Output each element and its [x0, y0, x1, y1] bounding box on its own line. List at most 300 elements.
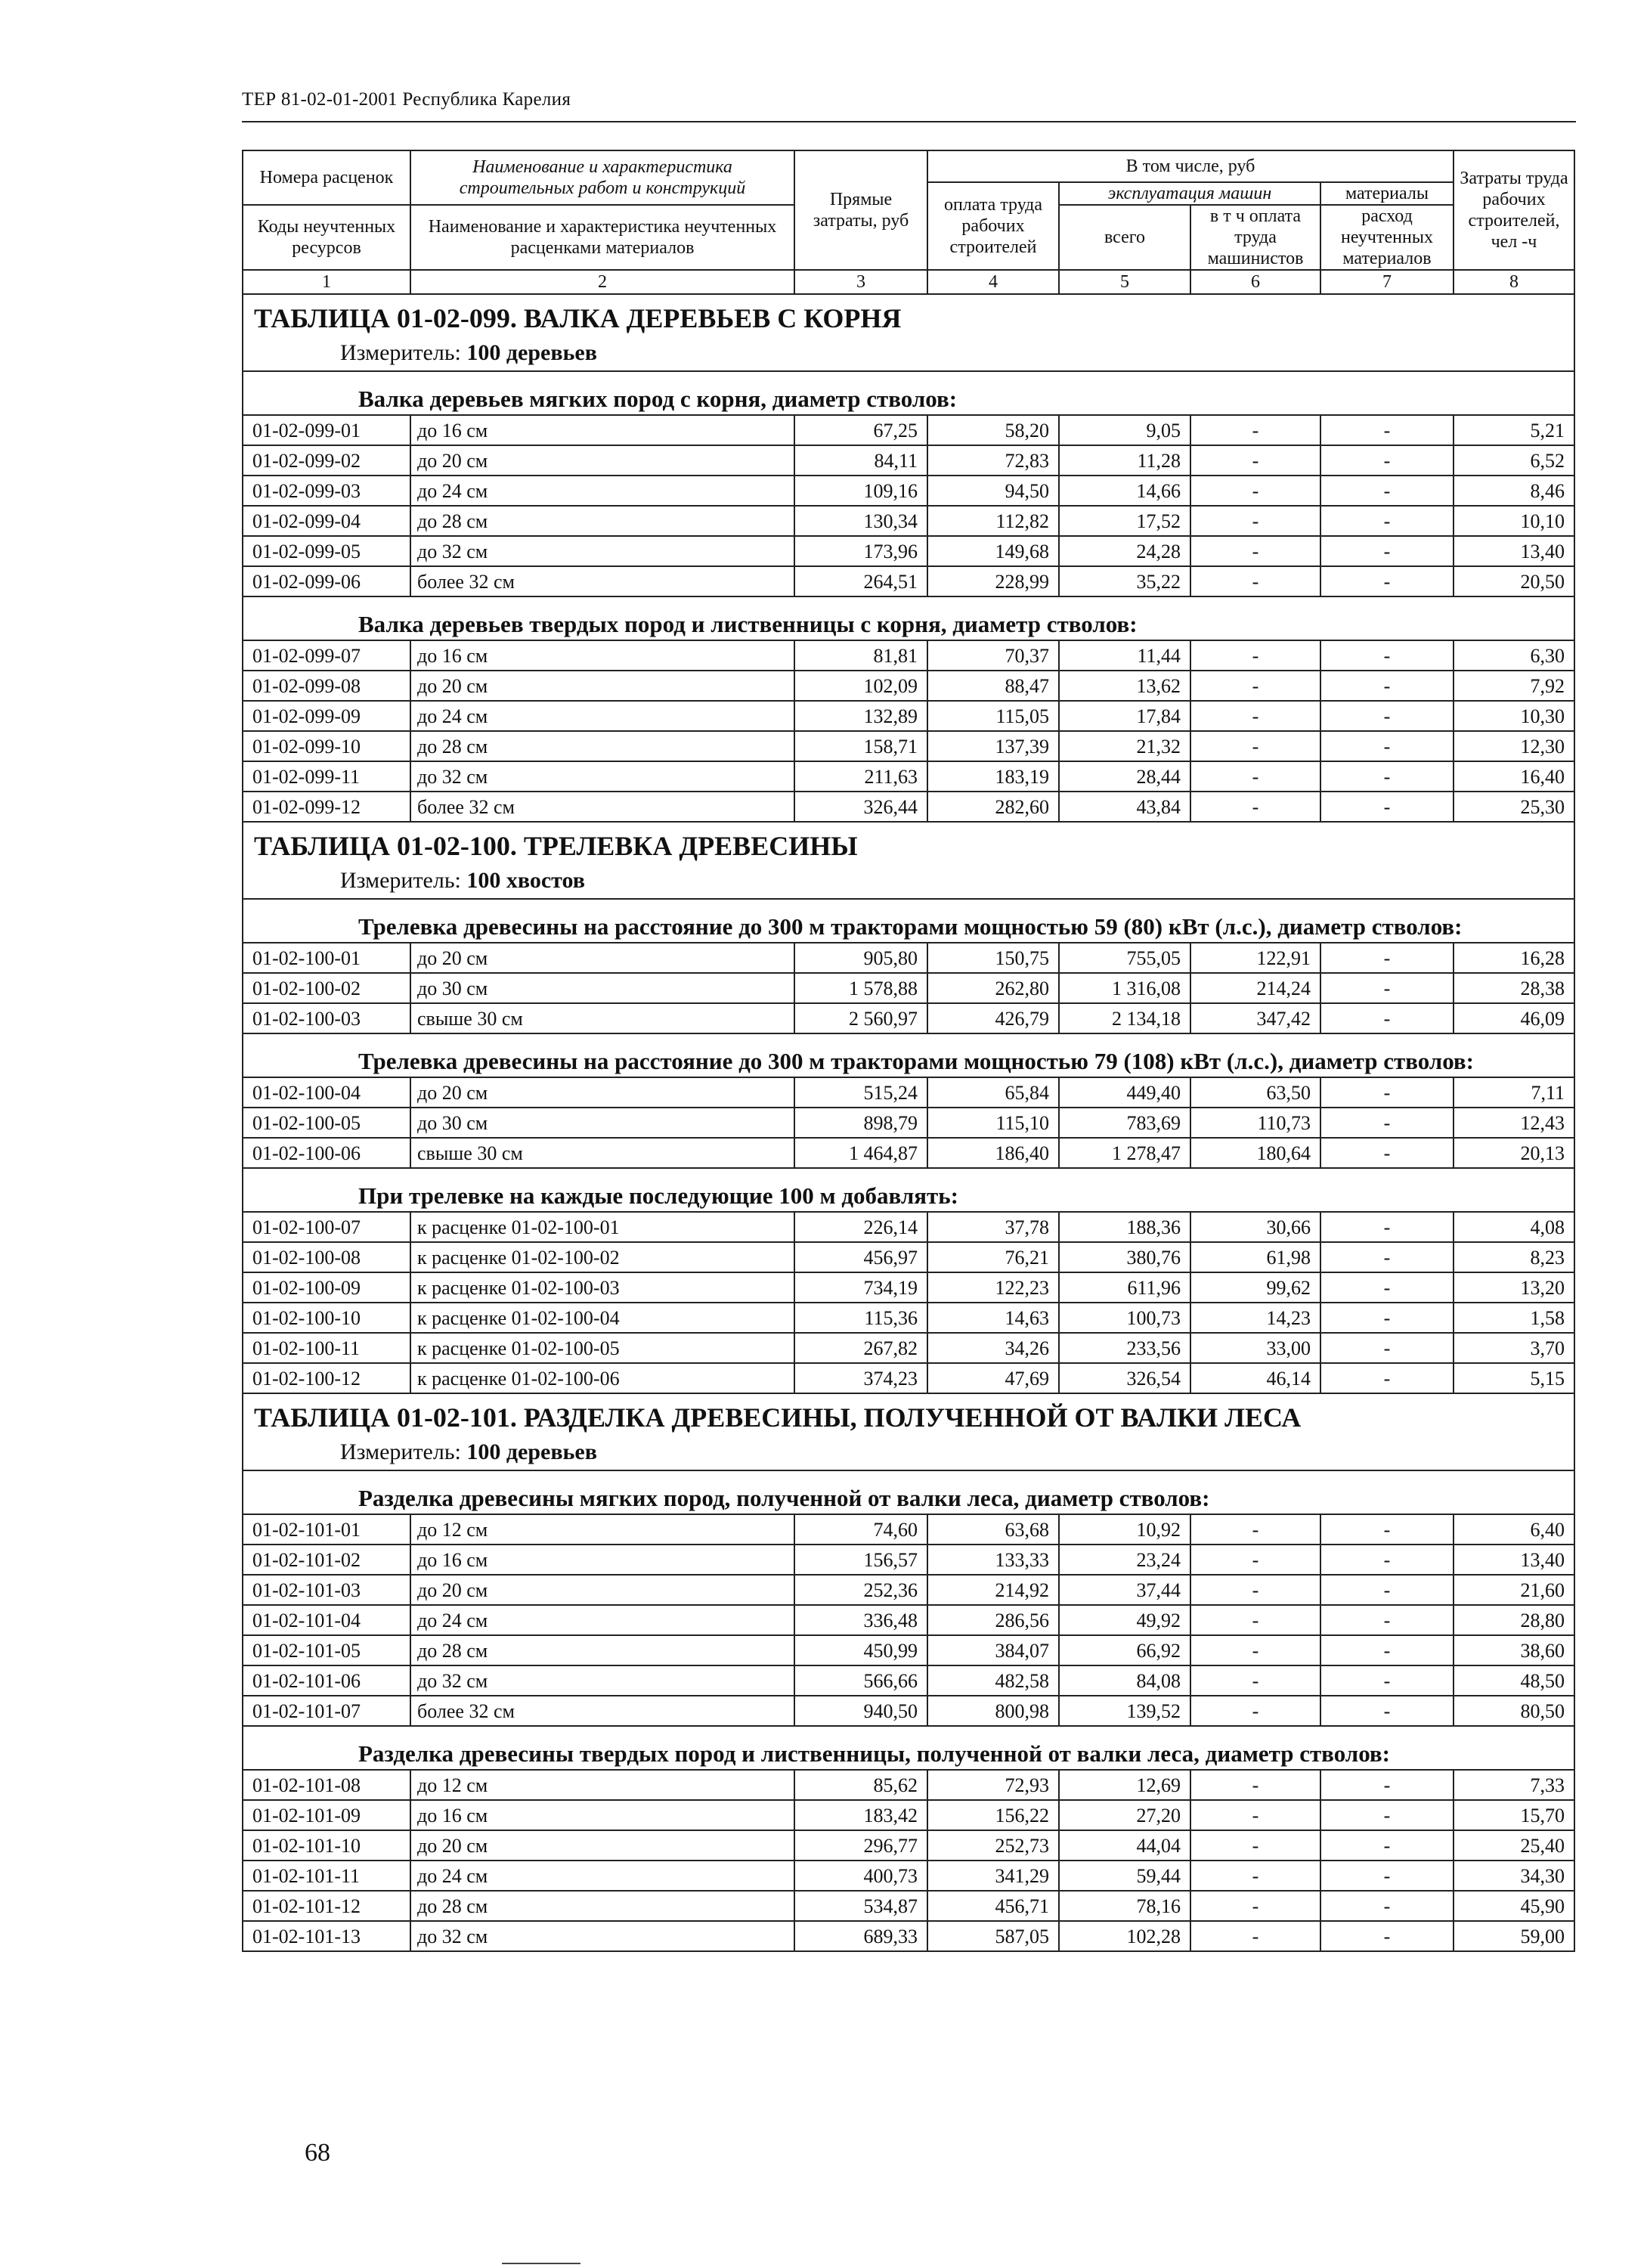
footer-line [502, 2263, 580, 2264]
operators-pay: - [1190, 701, 1320, 731]
rate-code: 01-02-101-01 [243, 1514, 410, 1545]
labor-hours: 16,40 [1454, 761, 1574, 792]
work-description: к расценке 01-02-100-01 [410, 1212, 794, 1242]
work-description: до 28 см [410, 1891, 794, 1921]
table-row [243, 1891, 1574, 1921]
work-description: к расценке 01-02-100-04 [410, 1303, 794, 1333]
group-title: Разделка древесины твердых пород и лиственницы, полученной от валки леса, диаметр стволов: [243, 1726, 1574, 1770]
labor-pay: 286,56 [927, 1605, 1059, 1635]
header-including: В том числе, руб [927, 150, 1454, 182]
operators-pay: 180,64 [1190, 1138, 1320, 1168]
rate-code: 01-02-099-09 [243, 701, 410, 731]
materials: - [1320, 1272, 1454, 1303]
labor-hours: 15,70 [1454, 1800, 1574, 1830]
rate-code: 01-02-099-10 [243, 731, 410, 761]
column-number: 4 [927, 270, 1059, 294]
labor-pay: 186,40 [927, 1138, 1059, 1168]
labor-hours: 6,52 [1454, 445, 1574, 476]
materials: - [1320, 1514, 1454, 1545]
table-unit [243, 336, 1574, 371]
machines-total: 17,52 [1059, 506, 1190, 536]
rate-code: 01-02-100-05 [243, 1108, 410, 1138]
operators-pay: 33,00 [1190, 1333, 1320, 1363]
materials: - [1320, 1921, 1454, 1951]
operators-pay: - [1190, 1921, 1320, 1951]
materials: - [1320, 536, 1454, 566]
rate-code: 01-02-099-04 [243, 506, 410, 536]
group-title: Разделка древесины мягких пород, полученной от валки леса, диаметр стволов: [243, 1470, 1574, 1514]
table-title: ТАБЛИЦА 01-02-099. ВАЛКА ДЕРЕВЬЕВ С КОРНЯ [243, 294, 1574, 336]
direct-costs: 226,14 [794, 1212, 927, 1242]
direct-costs: 173,96 [794, 536, 927, 566]
work-description: до 12 см [410, 1514, 794, 1545]
machines-total: 188,36 [1059, 1212, 1190, 1242]
machines-total: 49,92 [1059, 1605, 1190, 1635]
header-direct-costs: Прямые затраты, руб [794, 150, 927, 270]
materials: - [1320, 1800, 1454, 1830]
work-description: до 20 см [410, 1077, 794, 1108]
direct-costs: 534,87 [794, 1891, 927, 1921]
operators-pay: - [1190, 415, 1320, 445]
operators-pay: - [1190, 1800, 1320, 1830]
unit-value: 100 хвостов [466, 868, 585, 893]
materials: - [1320, 1891, 1454, 1921]
operators-pay: 61,98 [1190, 1242, 1320, 1272]
operators-pay: - [1190, 1830, 1320, 1861]
operators-pay: - [1190, 506, 1320, 536]
labor-pay: 63,68 [927, 1514, 1059, 1545]
direct-costs: 267,82 [794, 1333, 927, 1363]
machines-total: 139,52 [1059, 1696, 1190, 1726]
operators-pay: - [1190, 1605, 1320, 1635]
materials: - [1320, 1138, 1454, 1168]
labor-pay: 426,79 [927, 1003, 1059, 1033]
work-description: до 32 см [410, 1921, 794, 1951]
table-row [243, 476, 1574, 506]
labor-pay: 456,71 [927, 1891, 1059, 1921]
rate-code: 01-02-101-07 [243, 1696, 410, 1726]
running-header: ТЕР 81-02-01-2001 Республика Карелия [242, 89, 571, 110]
rate-code: 01-02-101-08 [243, 1770, 410, 1800]
table-row [243, 1575, 1574, 1605]
rate-code: 01-02-101-09 [243, 1800, 410, 1830]
labor-hours: 34,30 [1454, 1861, 1574, 1891]
work-description: более 32 см [410, 1696, 794, 1726]
labor-hours: 7,33 [1454, 1770, 1574, 1800]
rate-code: 01-02-099-02 [243, 445, 410, 476]
labor-pay: 156,22 [927, 1800, 1059, 1830]
direct-costs: 264,51 [794, 566, 927, 596]
table-row [243, 1665, 1574, 1696]
labor-pay: 228,99 [927, 566, 1059, 596]
labor-hours: 12,30 [1454, 731, 1574, 761]
work-description: до 20 см [410, 943, 794, 973]
rate-code: 01-02-100-09 [243, 1272, 410, 1303]
machines-total: 43,84 [1059, 792, 1190, 822]
machines-total: 17,84 [1059, 701, 1190, 731]
machines-total: 27,20 [1059, 1800, 1190, 1830]
labor-hours: 10,10 [1454, 506, 1574, 536]
table-row [243, 1696, 1574, 1726]
rate-code: 01-02-101-04 [243, 1605, 410, 1635]
work-description: более 32 см [410, 566, 794, 596]
labor-hours: 5,15 [1454, 1363, 1574, 1393]
unit-value: 100 деревьев [466, 1439, 597, 1464]
labor-pay: 133,33 [927, 1545, 1059, 1575]
rate-code: 01-02-099-01 [243, 415, 410, 445]
operators-pay: - [1190, 476, 1320, 506]
labor-pay: 587,05 [927, 1921, 1059, 1951]
table-row [243, 1333, 1574, 1363]
group-title: Трелевка древесины на расстояние до 300 м тракторами мощностью 59 (80) кВт (л.с.), диаметр стволов: [243, 899, 1574, 943]
work-description: до 24 см [410, 1605, 794, 1635]
materials: - [1320, 1545, 1454, 1575]
table-row [243, 1077, 1574, 1108]
labor-pay: 112,82 [927, 506, 1059, 536]
header-machines-total: всего [1059, 205, 1190, 270]
machines-total: 35,22 [1059, 566, 1190, 596]
direct-costs: 1 578,88 [794, 973, 927, 1003]
materials: - [1320, 761, 1454, 792]
materials: - [1320, 1665, 1454, 1696]
table-row [243, 415, 1574, 445]
labor-pay: 115,05 [927, 701, 1059, 731]
group-title: Трелевка древесины на расстояние до 300 м тракторами мощностью 79 (108) кВт (л.с.), диаметр стволов: [243, 1033, 1574, 1077]
direct-costs: 374,23 [794, 1363, 927, 1393]
operators-pay: - [1190, 1665, 1320, 1696]
table-row [243, 1303, 1574, 1333]
labor-pay: 262,80 [927, 973, 1059, 1003]
labor-hours: 8,46 [1454, 476, 1574, 506]
labor-hours: 12,43 [1454, 1108, 1574, 1138]
machines-total: 37,44 [1059, 1575, 1190, 1605]
operators-pay: - [1190, 671, 1320, 701]
labor-hours: 80,50 [1454, 1696, 1574, 1726]
work-description: до 24 см [410, 476, 794, 506]
direct-costs: 2 560,97 [794, 1003, 927, 1033]
labor-pay: 482,58 [927, 1665, 1059, 1696]
materials: - [1320, 506, 1454, 536]
labor-pay: 76,21 [927, 1242, 1059, 1272]
unit-label: Измеритель: [340, 340, 467, 365]
operators-pay: 214,24 [1190, 973, 1320, 1003]
materials: - [1320, 701, 1454, 731]
column-number: 8 [1454, 270, 1574, 294]
rate-code: 01-02-100-01 [243, 943, 410, 973]
materials: - [1320, 1861, 1454, 1891]
operators-pay: - [1190, 640, 1320, 671]
materials: - [1320, 1077, 1454, 1108]
column-number: 3 [794, 270, 927, 294]
operators-pay: - [1190, 1575, 1320, 1605]
labor-pay: 65,84 [927, 1077, 1059, 1108]
rate-code: 01-02-101-10 [243, 1830, 410, 1861]
table-row [243, 1921, 1574, 1951]
operators-pay: 30,66 [1190, 1212, 1320, 1242]
direct-costs: 183,42 [794, 1800, 927, 1830]
operators-pay: - [1190, 1861, 1320, 1891]
machines-total: 755,05 [1059, 943, 1190, 973]
rate-code: 01-02-100-11 [243, 1333, 410, 1363]
labor-hours: 13,20 [1454, 1272, 1574, 1303]
work-description: до 28 см [410, 506, 794, 536]
operators-pay: 110,73 [1190, 1108, 1320, 1138]
operators-pay: - [1190, 761, 1320, 792]
header-unaccounted-materials: расход неучтенных материалов [1320, 205, 1454, 270]
labor-pay: 150,75 [927, 943, 1059, 973]
work-description: до 20 см [410, 1830, 794, 1861]
work-description: более 32 см [410, 792, 794, 822]
labor-hours: 8,23 [1454, 1242, 1574, 1272]
rate-code: 01-02-101-02 [243, 1545, 410, 1575]
work-description: свыше 30 см [410, 1003, 794, 1033]
table-row [243, 566, 1574, 596]
operators-pay: - [1190, 445, 1320, 476]
direct-costs: 67,25 [794, 415, 927, 445]
direct-costs: 456,97 [794, 1242, 927, 1272]
table-row [243, 1514, 1574, 1545]
unit-value: 100 деревьев [466, 340, 597, 365]
table-row [243, 506, 1574, 536]
machines-total: 1 278,47 [1059, 1138, 1190, 1168]
labor-pay: 34,26 [927, 1333, 1059, 1363]
unit-label: Измеритель: [340, 1439, 467, 1464]
direct-costs: 130,34 [794, 506, 927, 536]
table-row [243, 1138, 1574, 1168]
work-description: до 20 см [410, 671, 794, 701]
table-row [243, 1635, 1574, 1665]
labor-pay: 214,92 [927, 1575, 1059, 1605]
rate-code: 01-02-101-06 [243, 1665, 410, 1696]
direct-costs: 85,62 [794, 1770, 927, 1800]
table-title: ТАБЛИЦА 01-02-101. РАЗДЕЛКА ДРЕВЕСИНЫ, ПОЛУЧЕННОЙ ОТ ВАЛКИ ЛЕСА [243, 1393, 1574, 1435]
work-description: до 32 см [410, 536, 794, 566]
direct-costs: 158,71 [794, 731, 927, 761]
materials: - [1320, 1333, 1454, 1363]
direct-costs: 734,19 [794, 1272, 927, 1303]
direct-costs: 898,79 [794, 1108, 927, 1138]
machines-total: 449,40 [1059, 1077, 1190, 1108]
labor-hours: 38,60 [1454, 1635, 1574, 1665]
work-description: к расценке 01-02-100-03 [410, 1272, 794, 1303]
rate-code: 01-02-099-05 [243, 536, 410, 566]
table-unit [243, 863, 1574, 899]
machines-total: 11,44 [1059, 640, 1190, 671]
table-row [243, 1770, 1574, 1800]
labor-hours: 7,92 [1454, 671, 1574, 701]
table-unit [243, 1435, 1574, 1470]
work-description: свыше 30 см [410, 1138, 794, 1168]
operators-pay: - [1190, 1891, 1320, 1921]
machines-total: 611,96 [1059, 1272, 1190, 1303]
table-row [243, 1272, 1574, 1303]
operators-pay: 63,50 [1190, 1077, 1320, 1108]
table-row [243, 761, 1574, 792]
materials: - [1320, 973, 1454, 1003]
labor-pay: 122,23 [927, 1272, 1059, 1303]
rate-code: 01-02-099-07 [243, 640, 410, 671]
direct-costs: 515,24 [794, 1077, 927, 1108]
header-resource-codes: Коды неучтенных ресурсов [243, 205, 410, 270]
direct-costs: 84,11 [794, 445, 927, 476]
labor-pay: 252,73 [927, 1830, 1059, 1861]
operators-pay: - [1190, 1696, 1320, 1726]
header-operators-pay: в т ч оплата труда машинистов [1190, 205, 1320, 270]
labor-hours: 5,21 [1454, 415, 1574, 445]
work-description: к расценке 01-02-100-06 [410, 1363, 794, 1393]
machines-total: 1 316,08 [1059, 973, 1190, 1003]
machines-total: 23,24 [1059, 1545, 1190, 1575]
rate-code: 01-02-099-12 [243, 792, 410, 822]
machines-total: 84,08 [1059, 1665, 1190, 1696]
materials: - [1320, 1770, 1454, 1800]
labor-hours: 16,28 [1454, 943, 1574, 973]
machines-total: 11,28 [1059, 445, 1190, 476]
work-description: до 28 см [410, 731, 794, 761]
rate-code: 01-02-101-12 [243, 1891, 410, 1921]
labor-hours: 7,11 [1454, 1077, 1574, 1108]
rate-code: 01-02-099-11 [243, 761, 410, 792]
operators-pay: 46,14 [1190, 1363, 1320, 1393]
rate-code: 01-02-101-13 [243, 1921, 410, 1951]
direct-costs: 1 464,87 [794, 1138, 927, 1168]
work-description: до 32 см [410, 761, 794, 792]
direct-costs: 400,73 [794, 1861, 927, 1891]
operators-pay: - [1190, 566, 1320, 596]
machines-total: 100,73 [1059, 1303, 1190, 1333]
operators-pay: 14,23 [1190, 1303, 1320, 1333]
table-row [243, 943, 1574, 973]
labor-hours: 45,90 [1454, 1891, 1574, 1921]
labor-hours: 6,30 [1454, 640, 1574, 671]
materials: - [1320, 1303, 1454, 1333]
header-labor-costs: Затраты труда рабочих строителей, чел -ч [1454, 150, 1574, 270]
labor-pay: 47,69 [927, 1363, 1059, 1393]
materials: - [1320, 1830, 1454, 1861]
operators-pay: - [1190, 1545, 1320, 1575]
materials: - [1320, 1212, 1454, 1242]
materials: - [1320, 671, 1454, 701]
materials: - [1320, 1575, 1454, 1605]
direct-costs: 566,66 [794, 1665, 927, 1696]
labor-pay: 384,07 [927, 1635, 1059, 1665]
direct-costs: 109,16 [794, 476, 927, 506]
work-description: до 32 см [410, 1665, 794, 1696]
machines-total: 2 134,18 [1059, 1003, 1190, 1033]
labor-hours: 20,50 [1454, 566, 1574, 596]
table-row [243, 1830, 1574, 1861]
operators-pay: - [1190, 536, 1320, 566]
materials: - [1320, 566, 1454, 596]
rate-code: 01-02-100-03 [243, 1003, 410, 1033]
rate-code: 01-02-100-06 [243, 1138, 410, 1168]
rate-code: 01-02-100-08 [243, 1242, 410, 1272]
rate-code: 01-02-101-11 [243, 1861, 410, 1891]
labor-pay: 37,78 [927, 1212, 1059, 1242]
materials: - [1320, 1108, 1454, 1138]
table-row [243, 1108, 1574, 1138]
machines-total: 233,56 [1059, 1333, 1190, 1363]
table-row [243, 973, 1574, 1003]
labor-pay: 94,50 [927, 476, 1059, 506]
materials: - [1320, 1696, 1454, 1726]
table-row [243, 640, 1574, 671]
table-row [243, 536, 1574, 566]
labor-pay: 137,39 [927, 731, 1059, 761]
group-title: Валка деревьев мягких пород с корня, диаметр стволов: [243, 371, 1574, 415]
direct-costs: 296,77 [794, 1830, 927, 1861]
table-row [243, 1363, 1574, 1393]
table-row [243, 792, 1574, 822]
rate-code: 01-02-101-05 [243, 1635, 410, 1665]
work-description: до 16 см [410, 415, 794, 445]
table-body [243, 294, 1574, 1951]
rate-code: 01-02-099-06 [243, 566, 410, 596]
direct-costs: 940,50 [794, 1696, 927, 1726]
machines-total: 380,76 [1059, 1242, 1190, 1272]
labor-pay: 149,68 [927, 536, 1059, 566]
operators-pay: - [1190, 731, 1320, 761]
labor-pay: 115,10 [927, 1108, 1059, 1138]
table-row [243, 1003, 1574, 1033]
machines-total: 24,28 [1059, 536, 1190, 566]
table-row [243, 1800, 1574, 1830]
table-row [243, 1545, 1574, 1575]
operators-pay: 122,91 [1190, 943, 1320, 973]
materials: - [1320, 943, 1454, 973]
work-description: до 24 см [410, 701, 794, 731]
machines-total: 12,69 [1059, 1770, 1190, 1800]
column-number: 6 [1190, 270, 1320, 294]
labor-hours: 3,70 [1454, 1333, 1574, 1363]
direct-costs: 81,81 [794, 640, 927, 671]
labor-pay: 58,20 [927, 415, 1059, 445]
labor-pay: 183,19 [927, 761, 1059, 792]
direct-costs: 211,63 [794, 761, 927, 792]
work-description: к расценке 01-02-100-02 [410, 1242, 794, 1272]
materials: - [1320, 1242, 1454, 1272]
header-materials: материалы [1320, 182, 1454, 205]
direct-costs: 115,36 [794, 1303, 927, 1333]
materials: - [1320, 1363, 1454, 1393]
rate-code: 01-02-100-04 [243, 1077, 410, 1108]
direct-costs: 336,48 [794, 1605, 927, 1635]
header-materials-name: Наименование и характеристика неучтенных расценками материалов [410, 205, 794, 270]
rate-code: 01-02-100-07 [243, 1212, 410, 1242]
machines-total: 102,28 [1059, 1921, 1190, 1951]
work-description: до 24 см [410, 1861, 794, 1891]
direct-costs: 252,36 [794, 1575, 927, 1605]
machines-total: 10,92 [1059, 1514, 1190, 1545]
materials: - [1320, 1605, 1454, 1635]
operators-pay: - [1190, 792, 1320, 822]
header-work-name: Наименование и характеристика строительных работ и конструкций [410, 150, 794, 205]
table-row [243, 1605, 1574, 1635]
direct-costs: 156,57 [794, 1545, 927, 1575]
direct-costs: 450,99 [794, 1635, 927, 1665]
column-number: 5 [1059, 270, 1190, 294]
operators-pay: - [1190, 1514, 1320, 1545]
work-description: до 30 см [410, 1108, 794, 1138]
machines-total: 78,16 [1059, 1891, 1190, 1921]
labor-pay: 72,93 [927, 1770, 1059, 1800]
labor-hours: 20,13 [1454, 1138, 1574, 1168]
rates-table [242, 150, 1575, 1952]
labor-hours: 25,30 [1454, 792, 1574, 822]
rate-code: 01-02-100-12 [243, 1363, 410, 1393]
table-row [243, 731, 1574, 761]
table-row [243, 701, 1574, 731]
